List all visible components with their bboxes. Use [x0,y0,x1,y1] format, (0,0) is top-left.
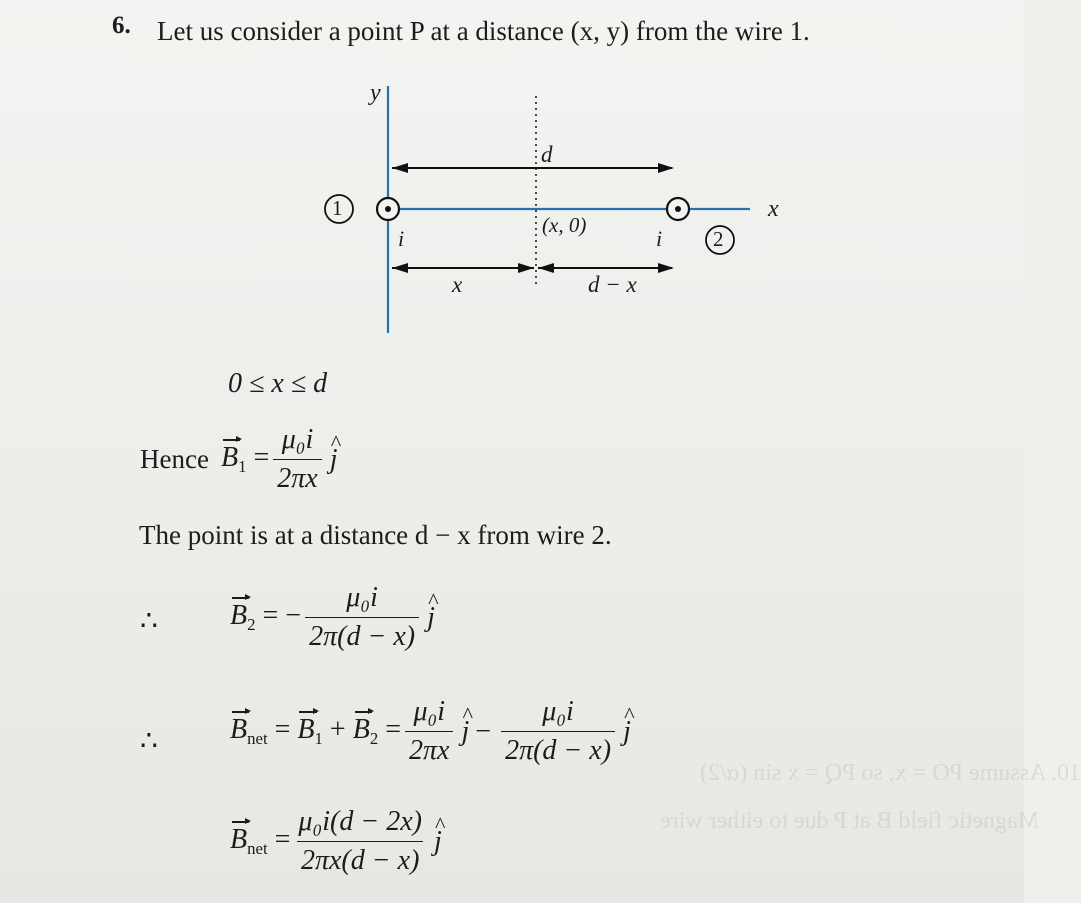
bleed-through-text: Magnetic field B at P due to either wire [660,808,1039,834]
j-hat: ^ j [434,826,442,858]
y-axis-label: y [370,80,381,106]
therefore-symbol-2: ∴ [140,726,158,757]
bleed-through-text: 10. Assume PO = x, so PQ = x sin (α/2) [700,760,1081,786]
j-hat: ^ j [427,602,435,634]
point-label: (x, 0) [542,213,587,237]
distance-sentence: The point is at a distance d − x from wire 2. [139,520,612,550]
b1-equation: Hence $B_1$ = $\frac{\text{μ₀i}}{2\pi x}$ ^ j [140,424,338,495]
wire2-number: 2 [713,227,724,251]
bnet-sum-equation: $B_{net} = B_1 + B_2$ = $\frac{\text{μ₀i}}{2\pi x}$ ^ j − $\frac{\text{μ₀i}}{2\pi(d - x)}$ ^ j [230,696,631,767]
j-hat: ^ j [623,716,631,748]
therefore-symbol-1: ∴ [140,606,158,637]
dx-segment-label: d − x [588,272,637,297]
j-hat: ^ j [461,716,469,748]
bnet-fraction-2: $\frac{\text{μ₀i}}{2\pi(d - x)}$ [501,696,615,767]
current2-label: i [656,226,663,251]
b2-equation: $B_2$ = − $\frac{\text{μ₀i}}{2\pi(d - x)}$ ^ j [230,582,435,653]
wire1-number: 1 [332,196,343,220]
hence-word: Hence [140,444,209,474]
question-text: Let us consider a point P at a distance (x, y) from the wire 1. [157,16,810,46]
question-number: 6. [112,12,131,39]
bnet-final-equation: $B_{net}$ = $\frac{\text{μ₀i(d − 2x)}}{2\pi x(d - x)}$ ^ j [230,806,442,877]
b2-fraction: $\frac{\text{μ₀i}}{2\pi(d - x)}$ [305,582,419,653]
x-segment-label: x [452,272,463,297]
x-axis-label: x [768,196,779,222]
d-label: d [541,142,553,167]
current1-label: i [398,226,405,251]
j-hat: ^ j [330,444,338,476]
bnet-final-fraction: $\frac{\text{μ₀i(d − 2x)}}{2\pi x(d - x)}$ [298,806,422,876]
bnet-fraction-1: $\frac{\text{μ₀i}}{2\pi x}$ [405,696,453,767]
range-condition: 0 ≤ x ≤ d [228,368,328,399]
b1-fraction: $\frac{\text{μ₀i}}{2\pi x}$ [273,424,321,495]
